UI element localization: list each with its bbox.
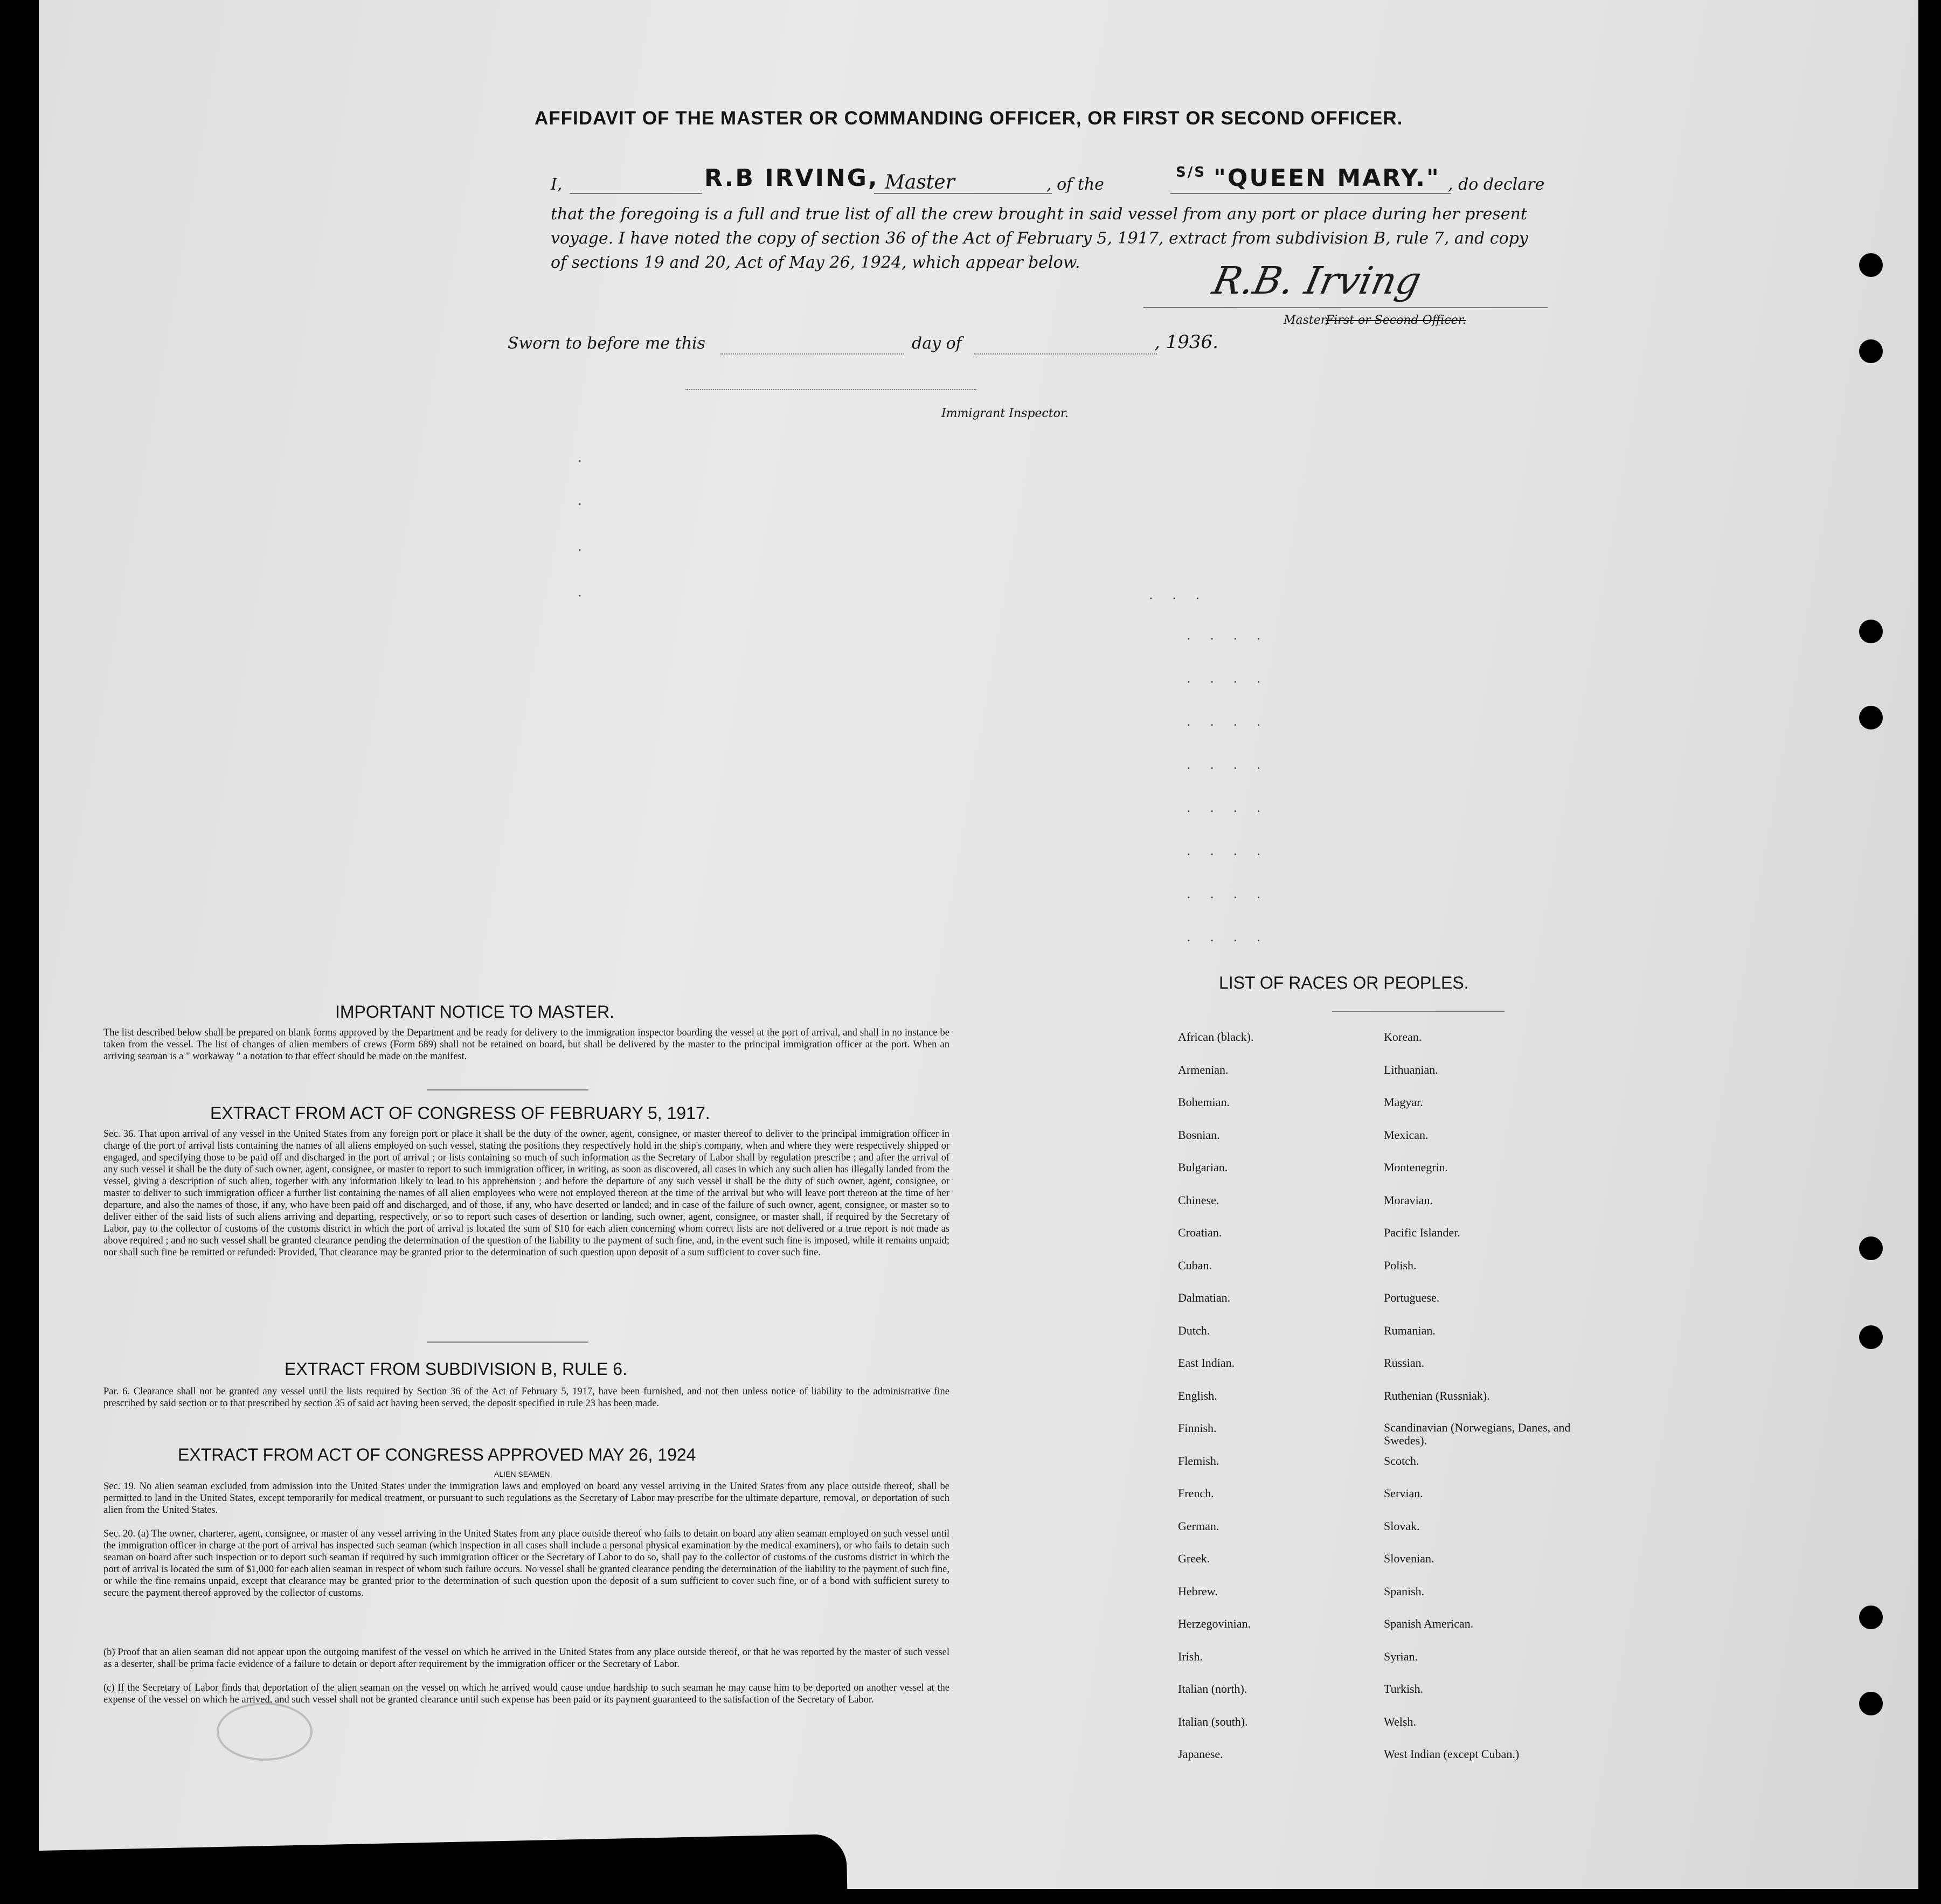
race-item: Dutch. bbox=[1178, 1323, 1210, 1337]
faint-dots: . . . . bbox=[1187, 886, 1268, 901]
signer-title: Master, bbox=[1284, 314, 1329, 327]
race-item: West Indian (except Cuban.) bbox=[1384, 1747, 1520, 1761]
race-item: Finnish. bbox=[1178, 1421, 1217, 1435]
sworn-year: , 1936. bbox=[1154, 331, 1218, 353]
race-item: Magyar. bbox=[1384, 1095, 1423, 1109]
race-item: Flemish. bbox=[1178, 1454, 1219, 1468]
race-item: French. bbox=[1178, 1486, 1214, 1500]
binder-hole bbox=[1859, 1325, 1883, 1349]
torn-corner bbox=[39, 1834, 848, 1889]
affidavit-title: AFFIDAVIT OF THE MASTER OR COMMANDING OFFICER, OR FIRST OR SECOND OFFICER. bbox=[535, 108, 1403, 129]
race-item: Slovenian. bbox=[1384, 1552, 1434, 1565]
race-item: Lithuanian. bbox=[1384, 1062, 1438, 1076]
sec20b-body: (b) Proof that an alien seaman did not appear upon the outgoing manifest of the vessel on which he arrived in the United States from any place outside thereof, or that he was reported by the master of such vessel as a deserter, shall be prima facie evidence of a failure to detain or deport after requirement by the immigration officer or the Secretary of Labor. bbox=[103, 1647, 949, 1670]
race-item: Korean. bbox=[1384, 1030, 1422, 1044]
sec19-body: Sec. 19. No alien seaman excluded from admission into the United States under the immigration laws and employed on board any vessel arriving in the United States from any place outside thereof, shall be permitted to land in the United States, except temporarily for medical treatment, or pursuant to such regulations as the Secretary of Labor may prescribe for the ultimate departure, removal, or deportation of such alien from the United States. bbox=[103, 1481, 949, 1516]
race-item: Cuban. bbox=[1178, 1258, 1212, 1272]
affidavit-of-the: , of the bbox=[1046, 175, 1104, 194]
extract-1917-title: EXTRACT FROM ACT OF CONGRESS OF FEBRUARY 5, 1917. bbox=[210, 1103, 710, 1123]
extract-1917-body: Sec. 36. That upon arrival of any vessel in the United States from any foreign port or place it shall be the duty of the owner, agent, consignee, or master thereof to deliver to the principal immigration officer in charge of the port of arrival lists containing the names of all aliens employed on such vessel, stating the positions they respectively hold in the ship's company, when and where they were respectively shipped or engaged, and specifying those to be paid off and discharged in the port of arrival ; or lists containing so much of such information as the Secretary of Labor shall by regulation prescribe ; and after the arrival of any such vessel it shall be the duty of such owner, agent, consignee, or master to report to such immigration officer, in writing, as soon as discovered, all cases in which any such alien has illegally landed from the vessel, giving a description of such alien, together with any information likely to lead to his apprehension ; and before the departure of any such vessel it shall be the duty of such owner, agent, consignee, or master to deliver to such immigration officer a further list containing the names of all alien employees who were not employed thereon at the time of the arrival but who will leave port thereon at the time of her departure, and also the names of those, if any, who have been paid off and discharged, and of those, if any, who have deserted or landed; and in case of the failure of such owner, agent, consignee, or master so to deliver either of the said lists of such aliens arriving and departing, respectively, or so to report such cases of desertion or landing, such owner, agent, consignee, or master shall, if required by the Secretary of Labor, pay to the collector of customs of the customs district in which the port of arrival is located the sum of $10 for each alien concerning whom correct lists are not delivered or a true report is not made as above required ; and no such vessel shall be granted clearance pending the determination of the question of the liability to the payment of such fine, and, in the event such fine is imposed, while it remains unpaid; nor shall such fine be remitted or refunded: Provided, That clearance may be granted prior to the determination of such question upon deposit of a sum sufficient to cover such fine. bbox=[103, 1129, 949, 1258]
race-item: Servian. bbox=[1384, 1486, 1423, 1500]
faint-dots: . . . . bbox=[1187, 628, 1268, 643]
signer-title-struck: First or Second Officer. bbox=[1326, 314, 1466, 327]
race-item: German. bbox=[1178, 1519, 1219, 1533]
faint-dots: . . . . bbox=[1187, 714, 1268, 729]
master-rank: Master bbox=[885, 171, 955, 193]
rule6-title: EXTRACT FROM SUBDIVISION B, RULE 6. bbox=[285, 1359, 627, 1379]
race-item: Syrian. bbox=[1384, 1649, 1418, 1663]
sec20c-body: (c) If the Secretary of Labor finds that deportation of the alien seaman on the vessel on which he arrived would cause undue hardship to such seaman he may cause him to be deported on another vessel at the expense of the vessel on which he arrived, and such vessel shall not be granted clearance until such expense has been paid or its payment guaranteed to the satisfaction of the Secretary of Labor. bbox=[103, 1683, 949, 1705]
race-item: Herzegovinian. bbox=[1178, 1617, 1251, 1630]
affidavit-do-declare: , do declare bbox=[1448, 175, 1545, 194]
race-item: Dalmatian. bbox=[1178, 1291, 1231, 1304]
race-item: Russian. bbox=[1384, 1356, 1425, 1370]
faint-dots: . bbox=[578, 450, 590, 465]
race-item: Spanish American. bbox=[1384, 1617, 1474, 1630]
affidavit-line-3: voyage. I have noted the copy of section 36 of the Act of February 5, 1917, extract from subdivision B, rule 7, and copy bbox=[551, 229, 1528, 248]
race-item: Hebrew. bbox=[1178, 1584, 1218, 1598]
race-item: East Indian. bbox=[1178, 1356, 1235, 1370]
binder-hole bbox=[1859, 1236, 1883, 1260]
binder-hole bbox=[1859, 706, 1883, 729]
faint-dots: . bbox=[578, 493, 590, 508]
race-item: Portuguese. bbox=[1384, 1291, 1440, 1304]
race-item: Armenian. bbox=[1178, 1062, 1229, 1076]
faint-dots: . . . . bbox=[1187, 757, 1268, 772]
race-item: Spanish. bbox=[1384, 1584, 1425, 1598]
race-item: Polish. bbox=[1384, 1258, 1417, 1272]
faint-dots: . . . . bbox=[1187, 843, 1268, 858]
vessel-prefix: S/S bbox=[1176, 164, 1206, 180]
faint-dots: . . . . bbox=[1187, 800, 1268, 815]
race-item: African (black). bbox=[1178, 1030, 1254, 1044]
faint-dots: . . . . bbox=[1187, 929, 1268, 944]
master-signature: R.B. Irving bbox=[1209, 259, 1425, 303]
race-item: Croatian. bbox=[1178, 1226, 1222, 1239]
binder-hole bbox=[1859, 620, 1883, 643]
race-item: English. bbox=[1178, 1388, 1217, 1402]
extract-1924-title: EXTRACT FROM ACT OF CONGRESS APPROVED MAY 26, 1924 bbox=[178, 1445, 696, 1464]
race-item: Italian (south). bbox=[1178, 1714, 1248, 1728]
race-item: Greek. bbox=[1178, 1552, 1210, 1565]
binder-hole bbox=[1859, 1692, 1883, 1715]
faint-dots: . . . bbox=[1149, 587, 1208, 602]
race-item: Mexican. bbox=[1384, 1128, 1429, 1142]
race-item: Bohemian. bbox=[1178, 1095, 1230, 1109]
race-item: Chinese. bbox=[1178, 1193, 1219, 1207]
race-item: Moravian. bbox=[1384, 1193, 1433, 1207]
race-item: Montenegrin. bbox=[1384, 1161, 1448, 1174]
race-item: Scandinavian (Norwegians, Danes, and Swedes). bbox=[1384, 1421, 1571, 1447]
inspector-label: Immigrant Inspector. bbox=[941, 407, 1069, 420]
race-item: Bulgarian. bbox=[1178, 1161, 1228, 1174]
race-item: Rumanian. bbox=[1384, 1323, 1436, 1337]
affidavit-line-4: of sections 19 and 20, Act of May 26, 1924, which appear below. bbox=[551, 253, 1080, 272]
sworn-label: Sworn to before me this bbox=[508, 334, 706, 353]
vessel-name: "QUEEN MARY." bbox=[1214, 164, 1440, 192]
binder-hole bbox=[1859, 253, 1883, 277]
rule6-body: Par. 6. Clearance shall not be granted any vessel until the lists required by Section 36 of the Act of February 5, 1917, have been furnished, and not then unless notice of liability to the administrative fine prescribed by said section or to that prescribed by section 35 of said act having been served, the deposit specified in rule 23 has been made. bbox=[103, 1386, 949, 1409]
extract-1924-subtitle: ALIEN SEAMEN bbox=[494, 1470, 550, 1478]
race-item: Bosnian. bbox=[1178, 1128, 1220, 1142]
document-page bbox=[39, 0, 1918, 1889]
faint-stamp bbox=[217, 1703, 313, 1761]
binder-hole bbox=[1859, 339, 1883, 363]
affidavit-line-2: that the foregoing is a full and true list of all the crew brought in said vessel from any port or place during her present bbox=[551, 205, 1527, 224]
notice-body: The list described below shall be prepared on blank forms approved by the Department and be ready for delivery to the immigration inspector boarding the vessel at the port of arrival, and shall in no instance be taken from the vessel. The list of changes of alien members of crews (Form 689) shall not be retained on board, but shall be delivered by the master to the principal immigration officer at the port. When an arriving seaman is a " workaway " a notation to that effect should be made on the manifest. bbox=[103, 1027, 949, 1062]
race-item: Italian (north). bbox=[1178, 1682, 1247, 1695]
race-item: Japanese. bbox=[1178, 1747, 1223, 1761]
faint-dots: . bbox=[578, 539, 590, 554]
faint-dots: . bbox=[578, 585, 590, 600]
sec20a-body: Sec. 20. (a) The owner, charterer, agent, consignee, or master of any vessel arriving in the United States from any place outside thereof who fails to detain on board any alien seaman employed on such vessel until the immigration officer in charge at the port of arrival has inspected such seaman (which inspection in all cases shall include a personal physical examination by the medical examiners), or who fails to detain such seaman on board after such inspection or to deport such seaman if required by such immigration officer or the Secretary of Labor to do so, shall pay to the collector of customs of the customs district in which the port of arrival is located the sum of $1,000 for each alien seaman in respect of whom such failure occurs. No vessel shall be granted clearance pending the determination of the liability to the payment of such fine, or while the fine remains unpaid, except that clearance may be granted prior to the determination of such question upon the deposit of a sum sufficient to cover such fine, or of a bond with sufficient surety to secure the payment thereof approved by the collector of customs. bbox=[103, 1528, 949, 1599]
race-item: Welsh. bbox=[1384, 1714, 1416, 1728]
race-item: Pacific Islander. bbox=[1384, 1226, 1460, 1239]
races-title: LIST OF RACES OR PEOPLES. bbox=[1219, 973, 1469, 992]
race-item: Scotch. bbox=[1384, 1454, 1419, 1468]
affidavit-i: I, bbox=[551, 175, 563, 194]
race-item: Ruthenian (Russniak). bbox=[1384, 1388, 1490, 1402]
faint-dots: . . . . bbox=[1187, 671, 1268, 686]
race-item: Slovak. bbox=[1384, 1519, 1420, 1533]
race-item: Turkish. bbox=[1384, 1682, 1424, 1695]
notice-title: IMPORTANT NOTICE TO MASTER. bbox=[335, 1002, 614, 1022]
master-name: R.B IRVING, bbox=[704, 164, 879, 192]
race-item: Irish. bbox=[1178, 1649, 1203, 1663]
day-of-label: day of bbox=[912, 334, 962, 353]
binder-hole bbox=[1859, 1606, 1883, 1629]
